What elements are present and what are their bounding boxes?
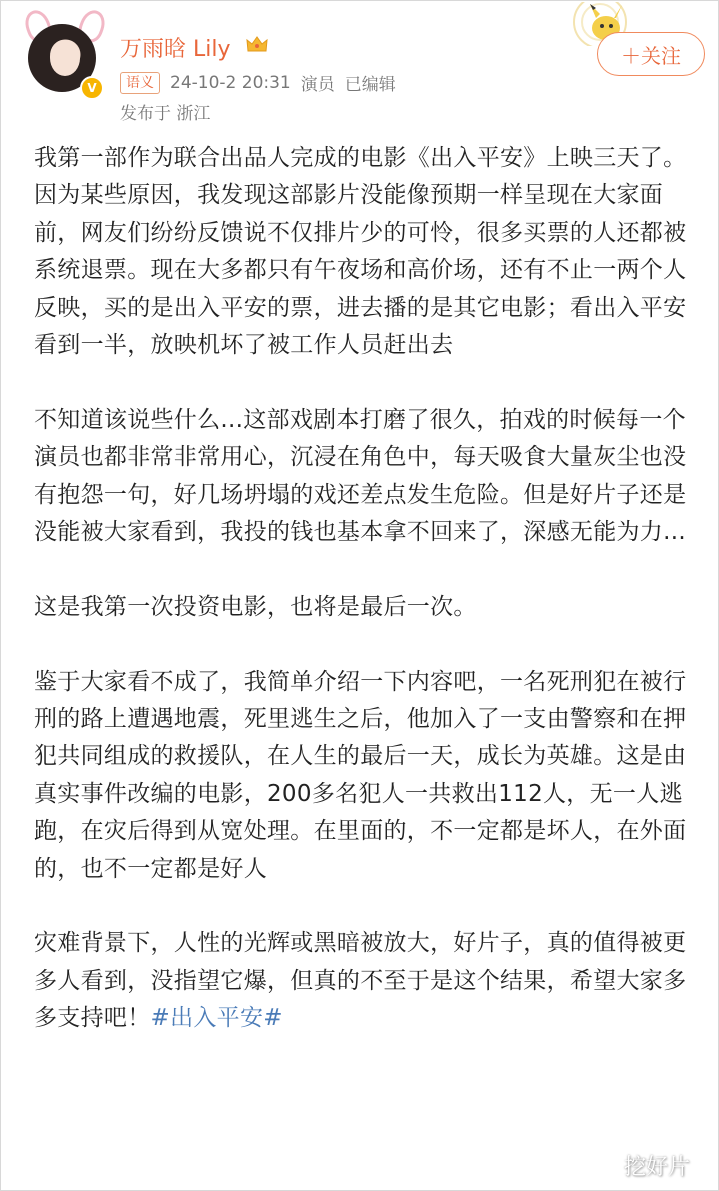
post-paragraph: 我第一部作为联合出品人完成的电影《出入平安》上映三天了。因为某些原因，我发现这部影片没能像预期一样呈现在大家面前，网友们纷纷反馈说不仅排片少的可怜，很多买票的人还都被系统退票。现在大多都只有午夜场和高价场，还有不止一两个人反映，买的是出入平安的票，进去播的是其它电影；看出入平安看到一半，放映机坏了被工作人员赶出去 xyxy=(34,145,687,359)
follow-button[interactable]: ＋关注 xyxy=(597,32,705,76)
avatar-face xyxy=(50,40,80,76)
watermark: 挖好片 xyxy=(624,1155,691,1180)
lang-tag[interactable]: 语义 xyxy=(120,72,160,94)
role-label: 演员 xyxy=(300,75,335,95)
edited-label[interactable]: 已编辑 xyxy=(344,75,396,95)
verified-badge-icon: V xyxy=(80,76,104,100)
hashtag-link[interactable]: #出入平安# xyxy=(150,1005,283,1032)
post-header xyxy=(0,0,719,130)
post-paragraph-last xyxy=(34,925,694,1037)
avatar[interactable] xyxy=(22,10,102,96)
crown-icon xyxy=(246,36,268,54)
post-paragraph: 不知道该说些什么...这部戏剧本打磨了很久，拍戏的时候每一个演员也都非常非常用心，沉浸在角色中，每天吸食大量灰尘也没有抱怨一句，好几场坍塌的戏还差点发生危险。但是好片子还是没能被大家看到，我投的钱也基本拿不回来了，深感无能为力... xyxy=(34,406,687,546)
post-paragraph-text: 灾难背景下，人性的光辉或黑暗被放大，好片子，真的值得被更多人看到，没指望它爆，但真的不至于是这个结果，希望大家多多支持吧！ xyxy=(34,930,687,1032)
username[interactable]: 万雨晗 Lily xyxy=(120,37,231,62)
post-meta xyxy=(120,70,396,95)
post-paragraph: 这是我第一次投资电影，也将是最后一次。 xyxy=(34,593,477,620)
timestamp: 24-10-2 20:31 xyxy=(170,72,291,93)
location: 发布于 浙江 xyxy=(120,104,211,124)
post-body xyxy=(34,140,694,1038)
post-paragraph: 鉴于大家看不成了，我简单介绍一下内容吧，一名死刑犯在被行刑的路上遭遇地震，死里逃生之后，他加入了一支由警察和在押犯共同组成的救援队，在人生的最后一天，成长为英雄。这是由真实事件改编的电影，200多名犯人一共救出112人，无一人逃跑，在灾后得到从宽处理。在里面的，不一定都是坏人，在外面的，也不一定都是好人 xyxy=(34,668,687,882)
